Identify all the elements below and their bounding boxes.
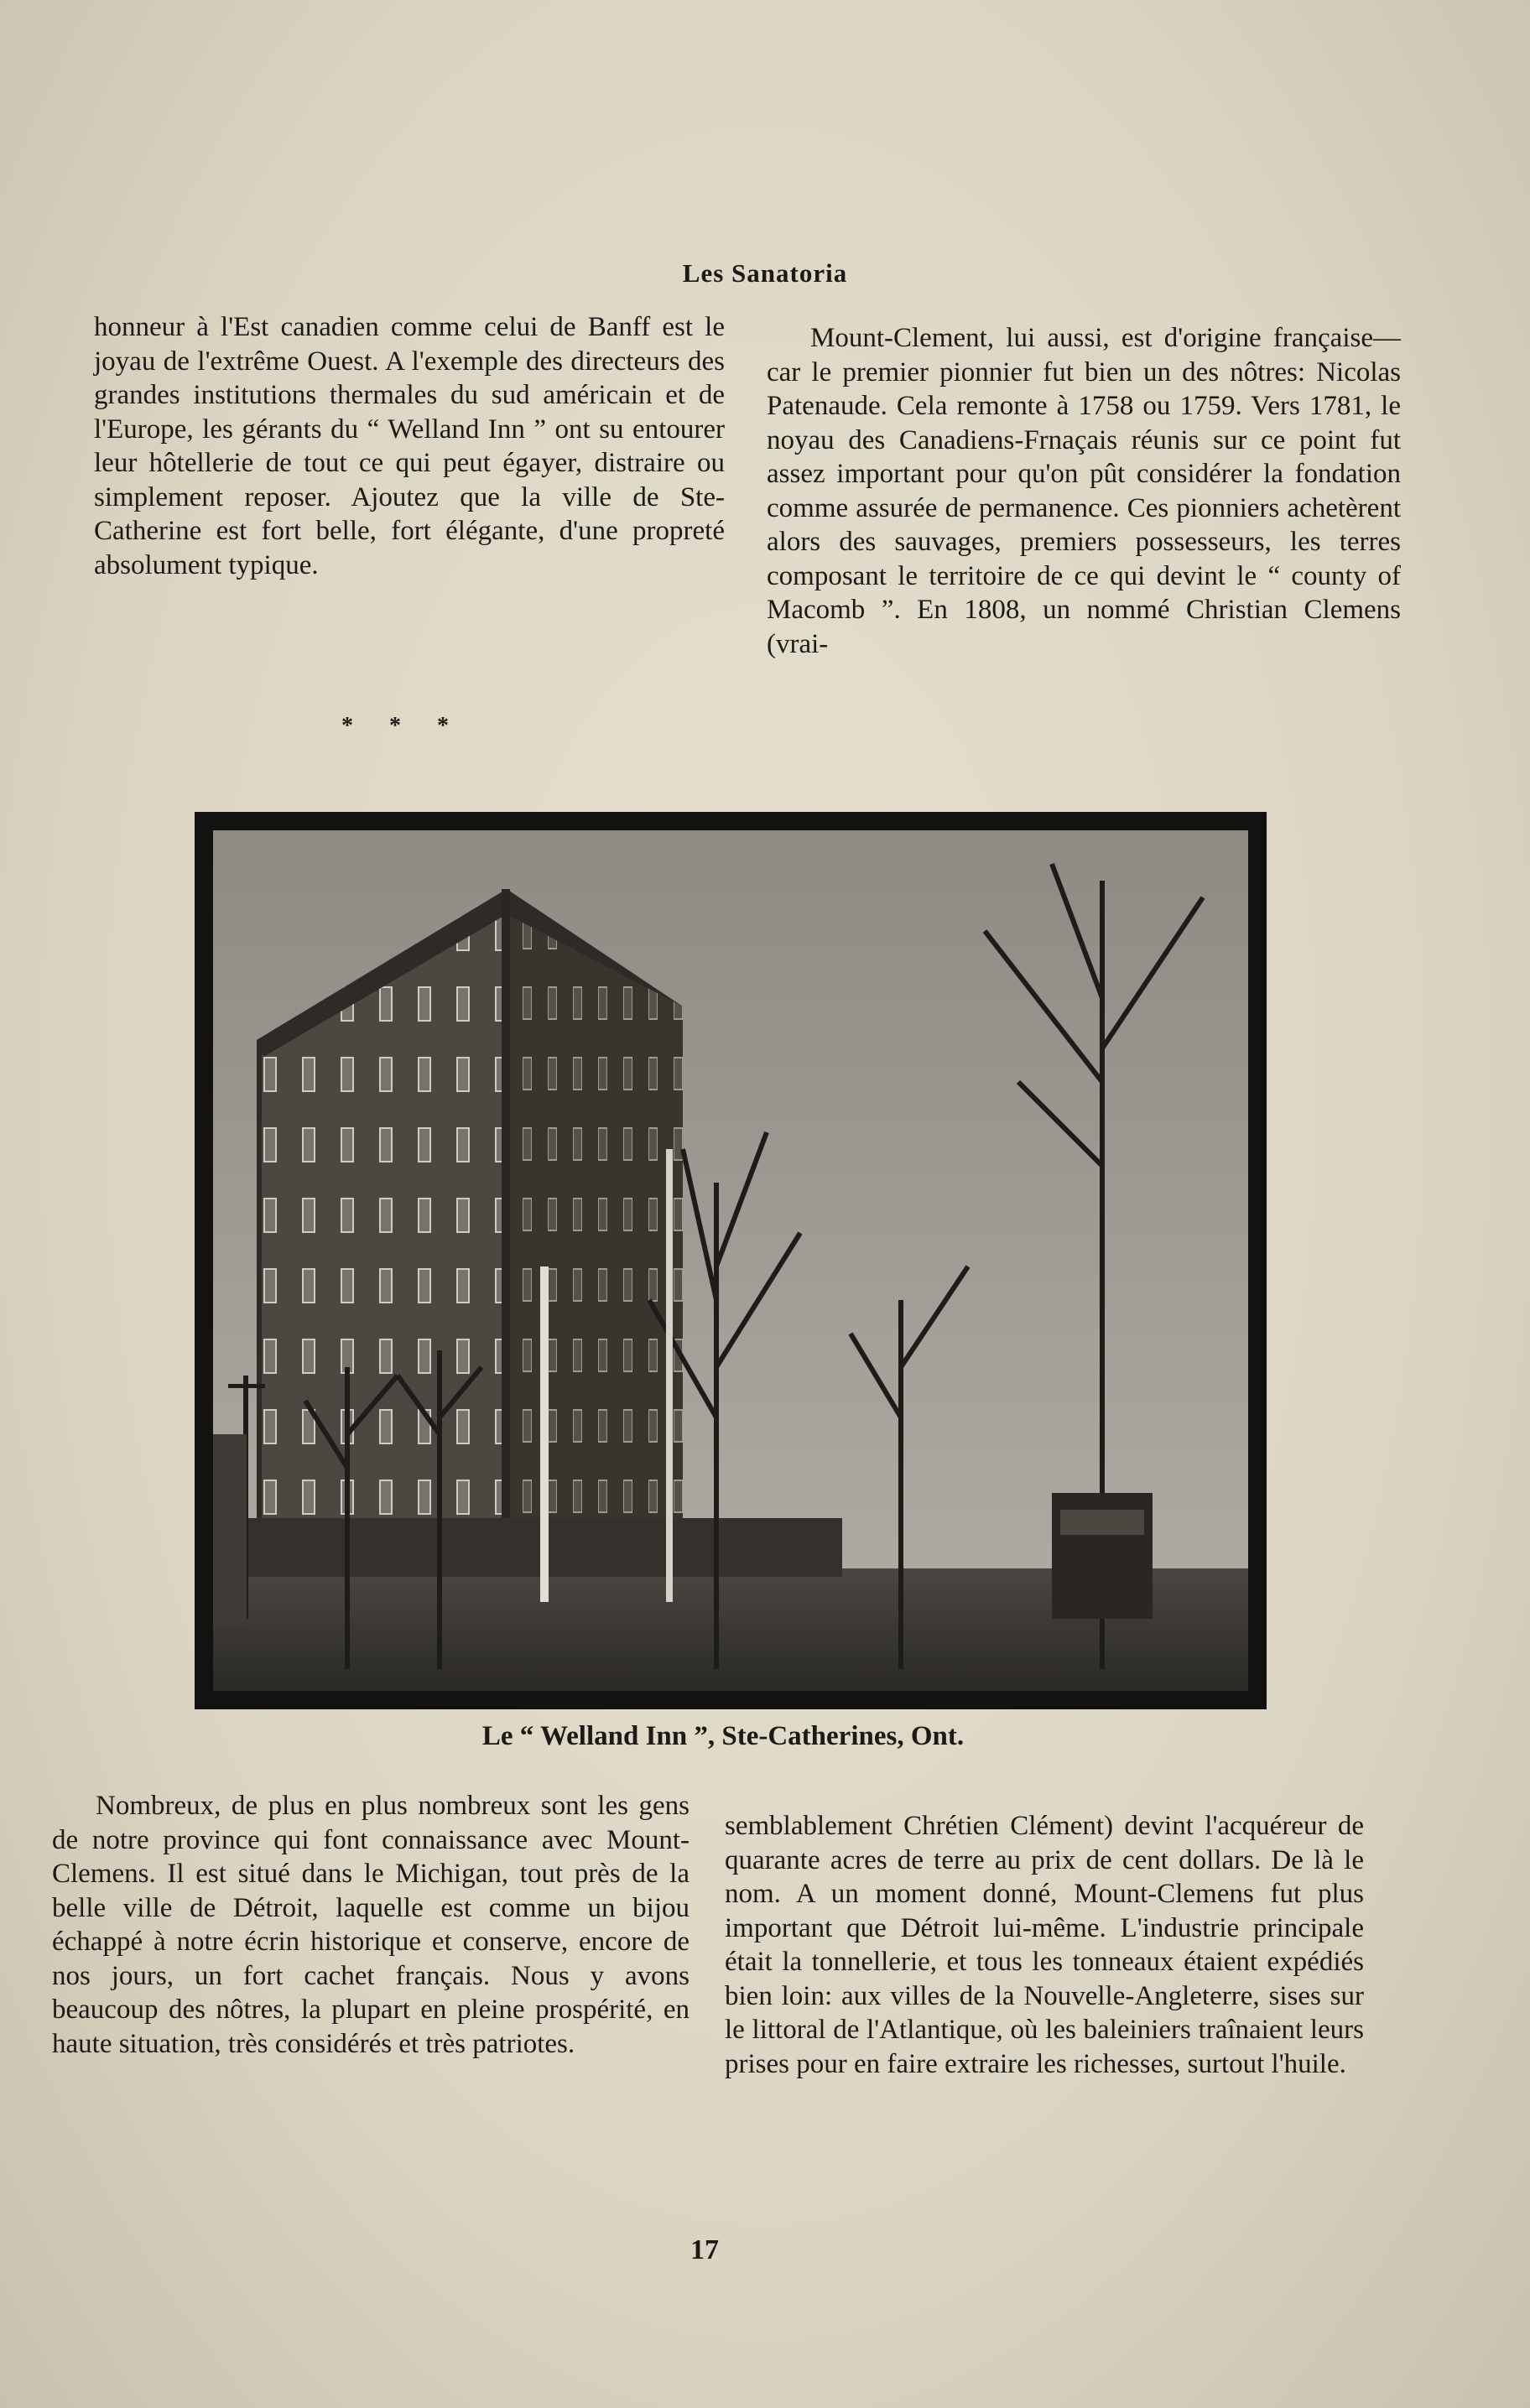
paragraph: Mount-Clement, lui aussi, est d'origine française—car le premier pionnier fut bien un des nôtres: Nicolas Patenaude. Cela remonte à 1758 ou 1759. Vers 1781, le noyau des Canadiens-Frnaçais réunis sur ce point fut assez important pour qu'on pût considérer la fondation comme assurée de permanence. Ces pionniers achetèrent alors des sauvages, premiers possesseurs, les terres composant le territoire de ce qui devint le “ county of Macomb ”. En 1808, un nommé Christian Clemens (vrai- xyxy=(767,323,1401,659)
building-photo xyxy=(195,812,1267,1709)
section-separator: * * * xyxy=(341,713,464,739)
paragraph: semblablement Chrétien Clément) devint l'acquéreur de quarante acres de terre au prix de cent dollars. De là le nom. A un moment donné, Mount-Clemens fut plus important que Détroit lui-même. L'industrie principale était la tonnellerie, et tous les tonneaux étaient expédiés bien loin: aux villes de la Nouvelle-Angleterre, sises sur le littoral de l'Atlantique, où les baleiniers traînaient leurs prises pour en faire extraire les richesses, surtout l'huile. xyxy=(725,1811,1364,2079)
photo-caption: Le “ Welland Inn ”, Ste-Catherines, Ont. xyxy=(481,1721,965,1751)
text-column-bottom-left xyxy=(52,1789,690,2061)
running-header: Les Sanatoria xyxy=(682,258,848,288)
welland-inn-photo xyxy=(213,830,1248,1691)
paragraph: honneur à l'Est canadien comme celui de Banff est le joyau de l'extrême Ouest. A l'exemple des directeurs des grandes institutions thermales du sud américain et de l'Europe, les gérants du “ Welland Inn ” ont su entourer leur hôtellerie de tout ce qui peut égayer, distraire ou simplement reposer. Ajoutez que la ville de Ste-Catherine est fort belle, fort élégante, d'une propreté absolument typique. xyxy=(94,312,725,580)
text-column-bottom-right xyxy=(725,1809,1364,2081)
text-column-top-right xyxy=(767,321,1401,661)
page-number: 17 xyxy=(690,2234,719,2265)
text-column-top-left xyxy=(94,310,725,582)
paragraph: Nombreux, de plus en plus nombreux sont les gens de notre province qui font connaissance avec Mount-Clemens. Il est situé dans le Michigan, tout près de la belle ville de Détroit, laquelle est comme un bijou échappé à notre écrin historique et conserve, encore de nos jours, un fort cachet français. Nous y avons beaucoup des nôtres, la plupart en pleine prospérité, en haute situation, très considérés et très patriotes. xyxy=(52,1791,690,2059)
